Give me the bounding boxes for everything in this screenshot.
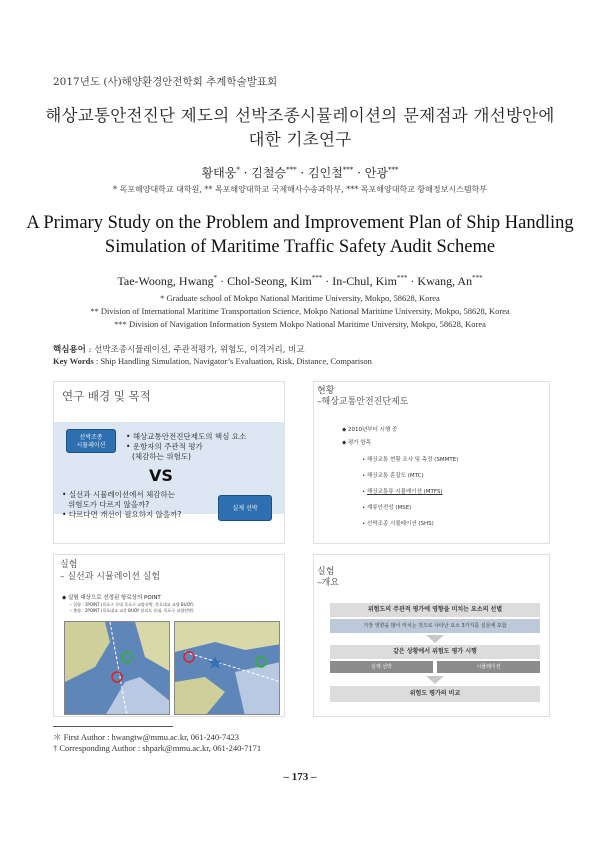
slide1-bottom-bullets: • 실선과 시뮬레이션에서 체감하는 위험도가 다르지 않을까? • 다르다면 개선이 필요하지 않을까? <box>62 490 182 519</box>
map-inbound-svg <box>65 622 170 715</box>
shallow-area <box>105 677 170 715</box>
affiliation-en-3: *** Division of Navigation Information System Mokpo National Maritime University, Mokpo, 58628, Korea <box>114 319 486 329</box>
slide-experiment-overview <box>313 554 550 717</box>
flow-step-3: 위험도 평가의 비교 <box>330 686 540 702</box>
slide2-items: ◆ 2010년부터 시행 중 ◆ 평가 항목 <box>342 427 398 446</box>
land-area <box>175 622 280 652</box>
keywords-en: Key Words : Ship Handling Simulation, Navigator’s Evaluation, Risk, Distance, Comparison <box>53 356 372 366</box>
footnote-divider <box>53 726 173 727</box>
slide3-heading: ◆ 실험 대상으로 선정된 항로상의 POINT <box>62 595 161 601</box>
author-en-2: Chol-Seong, Kim <box>227 274 312 288</box>
conference-header: 2017년도 (사)해양환경안전학회 추계학술발표회 <box>53 76 278 88</box>
author-ko-2: 김철승 <box>251 166 287 180</box>
slide2-title: 현황 –해상교통안전진단제도 <box>317 386 409 407</box>
flow-step-1-detail: 가장 영향을 많이 미치는 것으로 나타난 요소 3가지를 설문에 포함 <box>330 619 540 633</box>
flow-step-2-simulation: 시뮬레이션 <box>437 661 540 673</box>
flow-step-2: 같은 상황에서 위험도 평가 시행 <box>330 645 540 659</box>
title-ko-line1: 해상교통안전진단 제도의 선박조종시뮬레이션의 문제점과 개선방안에 <box>45 106 555 125</box>
slide-research-background <box>53 381 285 544</box>
vs-label: VS <box>149 466 173 485</box>
author-ko-1: 황태웅 <box>201 166 237 180</box>
land-area <box>135 622 170 672</box>
flow-step-2-real-ship: 실제 선박 <box>330 661 433 673</box>
map-outbound-svg <box>175 622 280 715</box>
point-marker-green <box>256 657 266 667</box>
map-outbound <box>174 621 280 715</box>
ship-star-icon <box>208 656 222 669</box>
title-ko-line2: 대한 기초연구 <box>248 130 352 149</box>
point-marker-red <box>184 652 194 662</box>
author-en-3: In-Chul, Kim <box>332 274 397 288</box>
simulation-box: 선박조종 시뮬레이션 <box>66 429 116 453</box>
author-ko-4: 안광 <box>364 166 388 180</box>
authors-ko: 황태웅* · 김철승*** · 김인철*** · 안광*** <box>201 166 399 180</box>
title-en-line1: A Primary Study on the Problem and Improvement Plan of Ship Handling <box>26 213 574 233</box>
flow-step-1: 위험도의 주관적 평가에 영향을 미치는 요소의 선별 <box>330 603 540 617</box>
land-area <box>175 677 225 715</box>
footnote-corresponding-author: † Corresponding Author : shpark@mmu.ac.kr, 061-240-7171 <box>53 743 262 753</box>
keywords-ko: 핵심용어 : 선박조종시뮬레이션, 주관적평가, 위험도, 이격거리, 비교 <box>53 345 305 355</box>
slide-experiment-maps <box>53 554 285 717</box>
slide-current-status <box>313 381 550 544</box>
shallow-area <box>235 662 280 715</box>
authors-en: Tae-Woong, Hwang* · Chol-Seong, Kim*** · In-Chul, Kim*** · Kwang, An*** <box>117 274 483 288</box>
slide1-top-bullets: • 해상교통안전진단제도의 핵심 요소 • 운항자의 주관적 평가 (체감하는 위험도) <box>126 432 247 461</box>
affiliation-en-2: ** Division of International Maritime Transportation Science, Mokpo National Maritime University, Mokpo, 58628, Korea <box>90 306 510 316</box>
author-ko-3: 김인철 <box>308 166 343 180</box>
slide4-title: 실험 –개요 <box>317 567 339 588</box>
footnote-first-author: ＊ First Author : hwangtw@mmu.ac.kr, 061-240-7423 <box>53 732 239 742</box>
author-en-1: Tae-Woong, Hwang <box>117 274 214 288</box>
point-marker-red <box>112 672 122 682</box>
real-ship-box: 실제 선박 <box>218 495 272 521</box>
slide1-title: 연구 배경 및 목적 <box>62 389 151 403</box>
page-number: – 173 – <box>283 771 317 783</box>
point-marker-green <box>122 652 132 662</box>
affiliation-en-1: * Graduate school of Mokpo National Maritime University, Mokpo, 58628, Korea <box>160 293 440 303</box>
slide2-sub-items: • 해상교통 현황 조사 및 측정 (SMMTE) • 해상교통 혼잡도 (MTC) • 해상교통류 시뮬레이션 (MTFS) • 계류안전성 (MSE) • 선박조종 시뮬레이션 (SHS) <box>362 457 459 527</box>
arrow-down-icon <box>426 676 444 684</box>
affiliation-ko: * 목포해양대학교 대학원, ** 목포해양대학교 국제해사수송과학부, *** 목포해양대학교 항해정보시스템학부 <box>112 185 487 194</box>
slide3-title: 실험 – 실선과 시뮬레이션 실험 <box>60 560 161 582</box>
arrow-down-icon <box>426 635 444 643</box>
author-en-4: Kwang, An <box>417 274 473 288</box>
slide3-lines: – 입항 : 1POINT (목포구 등대 목포구 교량선박, 목포대교 교량 BUOY) – 출항 : 2POINT (목포대교 교각 BUOY 달리도 등대, 목포구 교량선박) <box>70 602 194 613</box>
map-inbound <box>64 621 170 715</box>
title-en-line2: Simulation of Maritime Traffic Safety Audit Scheme <box>104 237 496 257</box>
land-area <box>65 622 110 682</box>
